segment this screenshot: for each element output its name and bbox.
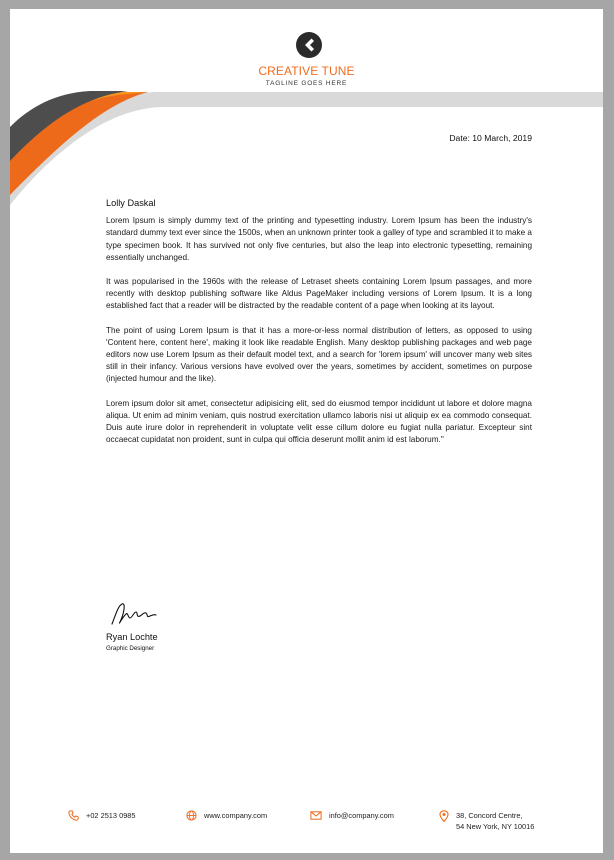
- footer-email-text[interactable]: info@company.com: [329, 811, 394, 820]
- letter-date: Date: 10 March, 2019: [449, 133, 532, 143]
- signer-name: Ryan Lochte: [106, 632, 158, 642]
- footer-phone: [68, 810, 136, 821]
- letterhead-page: [10, 9, 603, 853]
- envelope-icon: [310, 810, 322, 821]
- paragraph: Lorem Ipsum is simply dummy text of the printing and typesetting industry. Lorem Ipsum has been the industry's standard dummy text ever since the 1500s, when an unknown printer took a galley of type and scrambled it to make a type specimen book. It has survived not only five centuries, but also the leap into electronic typesetting, remaining essentially unchanged.: [106, 216, 532, 262]
- paragraph: It was popularised in the 1960s with the release of Letraset sheets containing Lorem Ipsum passages, and more recently with desktop publishing software like Aldus PageMaker including versions of Lorem Ipsum. It is a long established fact that a reader will be distracted by the readable content of a page when looking at its layout.: [106, 277, 532, 311]
- footer-address-line1: 38, Concord Centre,: [456, 811, 523, 820]
- paragraph: Lorem ipsum dolor sit amet, consectetur adipisicing elit, sed do eiusmod tempor incididunt ut labore et dolore magna aliqua. Ut enim ad minim veniam, quis nostrud exercitation ullamco laboris nisi ut aliquip ex ea commodo consequat. Duis aute irure dolor in reprehenderit in voluptate velit esse cillum dolore eu fugiat nulla pariatur. Excepteur sint occaecat cupidatat non proident, sunt in culpa qui officia deserunt mollit anim id est laborum.": [106, 398, 532, 445]
- footer-website-text[interactable]: www.company.com: [204, 811, 268, 820]
- chevron-left-circle-icon: [295, 31, 323, 59]
- phone-icon: [68, 810, 79, 821]
- signer-title: Graphic Designer: [106, 645, 155, 652]
- brand-name: CREATIVE TUNE: [258, 64, 355, 78]
- letter-body: [106, 197, 532, 458]
- footer-website[interactable]: [186, 810, 267, 821]
- map-pin-icon: [439, 810, 449, 822]
- paragraph: The point of using Lorem Ipsum is that it has a more-or-less normal distribution of letters, as opposed to using 'Content here, content here', making it look like readable English. Many desktop publishing packages and web page editors now use Lorem Ipsum as their default model text, and a search for 'lorem ipsum' will uncover many web sites still in their infancy. Various versions have evolved over the years, sometimes by accident, sometimes on purpose (injected humour and the like).: [106, 325, 532, 384]
- footer-address: [439, 810, 534, 832]
- recipient-name: Lolly Daskal: [106, 198, 156, 208]
- footer-email[interactable]: [310, 810, 394, 821]
- globe-icon: [186, 810, 197, 821]
- footer-address-line2: 54 New York, NY 10016: [456, 822, 535, 831]
- footer-phone-text: +02 2513 0985: [86, 811, 136, 820]
- brand-tagline: TAGLINE GOES HERE: [265, 80, 348, 87]
- handwritten-signature: [108, 600, 164, 630]
